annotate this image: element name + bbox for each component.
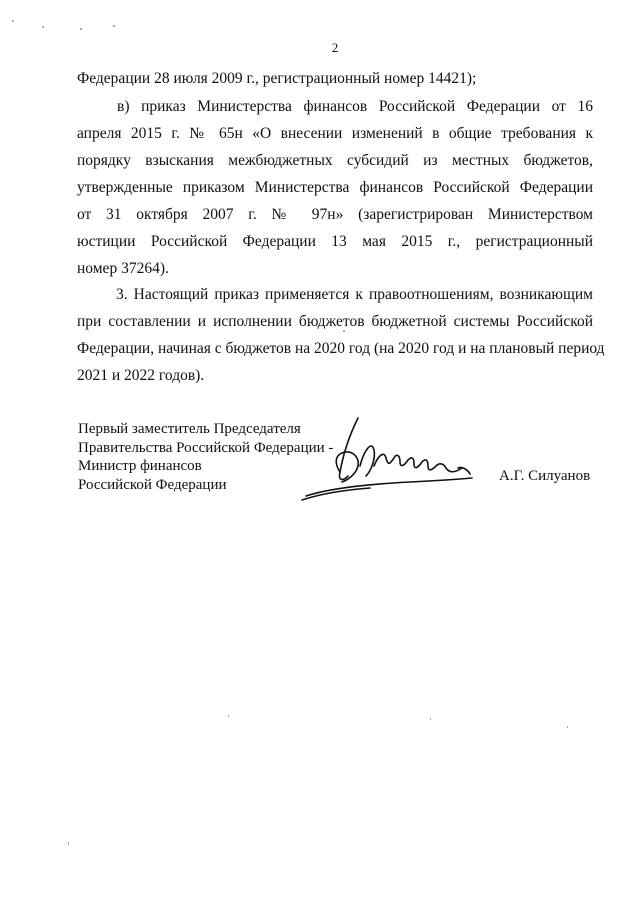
signatory-title-line: Первый заместитель Председателя bbox=[78, 421, 301, 437]
handwritten-signature bbox=[300, 410, 490, 505]
text-line: 2021 и 2022 годов). bbox=[77, 367, 205, 384]
scan-speck bbox=[12, 20, 14, 22]
text-line: 3. Настоящий приказ применяется к правоотношениям, возникающим bbox=[116, 286, 593, 303]
text-line: апреля 2015 г. № 65н «О внесении изменений в общие требования к bbox=[77, 125, 593, 142]
text-line: Федерации 28 июля 2009 г., регистрационный номер 14421); bbox=[77, 70, 477, 87]
signatory-title-line: Министр финансов bbox=[78, 458, 202, 474]
text-line: номер 37264). bbox=[77, 260, 169, 277]
signatory-title-line: Правительства Российской Федерации - bbox=[78, 439, 334, 456]
text-line: юстиции Российской Федерации 13 мая 2015 г., регистрационный bbox=[77, 233, 593, 250]
signatory-title-line: Российской Федерации bbox=[78, 476, 227, 493]
signer-name: А.Г. Силуанов bbox=[499, 468, 591, 484]
text-line: утвержденные приказом Министерства финансов Российской Федерации bbox=[77, 179, 593, 196]
signatory-title bbox=[78, 420, 333, 494]
text-line: Федерации, начиная с бюджетов на 2020 год (на 2020 год и на плановый период bbox=[77, 340, 605, 357]
text-line: при составлении и исполнении бюджетов бюджетной системы Российской bbox=[77, 313, 593, 330]
text-line: от 31 октября 2007 г. № 97н» (зарегистрирован Министерством bbox=[77, 206, 593, 223]
scan-speck bbox=[343, 330, 345, 332]
page-number: 2 bbox=[331, 40, 339, 55]
scan-speck bbox=[68, 842, 69, 845]
scan-speck bbox=[42, 26, 44, 28]
scan-speck bbox=[567, 726, 568, 728]
scan-speck bbox=[228, 715, 229, 717]
scan-speck bbox=[113, 25, 115, 27]
scan-speck bbox=[80, 28, 82, 30]
text-line: в) приказ Министерства финансов Российской Федерации от 16 bbox=[117, 98, 593, 115]
scan-speck bbox=[430, 718, 431, 720]
text-line: порядку взыскания межбюджетных субсидий из местных бюджетов, bbox=[77, 152, 593, 169]
